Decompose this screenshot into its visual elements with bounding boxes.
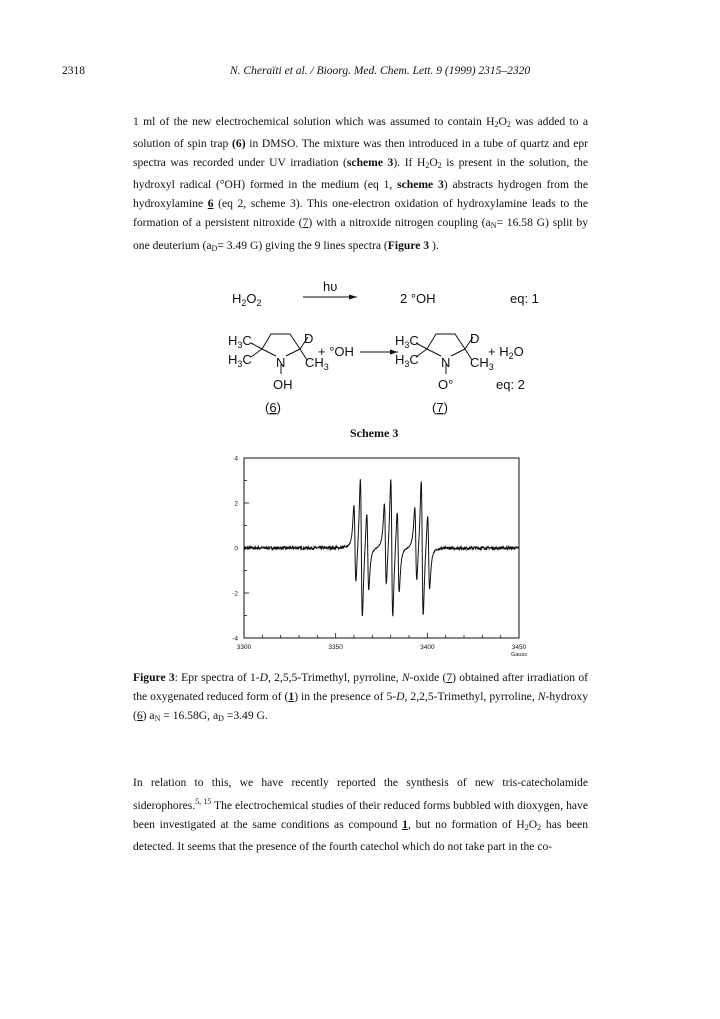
x-tick-label: 3300: [236, 644, 252, 651]
x-tick-label: 3350: [328, 644, 343, 651]
svg-text:H3C: $H_3C$: [228, 352, 252, 369]
oh-6: OH: [273, 377, 293, 392]
running-head: N. Cheraïti et al. / Bioorg. Med. Chem. Lett. 9 (1999) 2315–2320: [230, 65, 531, 77]
tick-labels: [232, 456, 527, 659]
eq1-label: eq: 1: [510, 291, 539, 306]
page-number: 2318: [62, 65, 85, 77]
paragraph-3: In relation to this, we have recently reported the synthesis of new tris-catecholamide siderophores.$^{5, 15}$ The electrochemical studies of their reduced forms bubbled with dioxygen, have been investigated at the same conditions as compound 1, but no formation of $H_2O_2$ has been detected. It seems that the presence of the fourth catechol which do not take part in the co-: [133, 776, 588, 854]
atom-d-6: D: [304, 331, 314, 346]
y-tick-label: 0: [234, 545, 238, 553]
y-tick-label: -4: [232, 635, 238, 643]
eq1-product: 2 °OH: [400, 291, 436, 306]
reaction-scheme: [0, 0, 720, 440]
svg-text:H3C: $H_3C$: [395, 352, 419, 369]
svg-text:H3C: $H_3C$: [228, 333, 252, 350]
atom-d-7: D: [470, 331, 480, 346]
eq1-reactant: $H_2O_2$: [232, 291, 262, 308]
x-axis-label: Gauss: [511, 652, 527, 658]
spectrum-line: [244, 479, 519, 616]
eq2-byproduct: + H: [488, 344, 509, 359]
ch3-7: CH: [470, 355, 489, 370]
scheme-title: Scheme 3: [350, 426, 399, 440]
svg-text:H3C: $H_3C$: [395, 333, 419, 350]
epr-spectrum-chart: [222, 452, 527, 662]
o-radical-7: O°: [438, 377, 454, 392]
svg-text:CH3: $CH_3$: [470, 355, 494, 372]
h3c-bottom-7: H: [395, 352, 405, 367]
h3c-bottom-6: H: [228, 352, 238, 367]
y-tick-label: -2: [232, 590, 238, 598]
eq2-label: eq: 2: [496, 377, 525, 392]
y-tick-label: 4: [234, 455, 238, 463]
ch3-6: CH: [305, 355, 324, 370]
eq2-reagent: + °OH: [318, 344, 354, 359]
y-tick-label: 2: [234, 500, 238, 508]
figure-caption: Figure 3: Epr spectra of 1-D, 2,5,5-Trimethyl, pyrroline, N-oxide (7) obtained after irradiation of the oxygenated reduced form of (1) in the presence of 5-D, 2,2,5-Trimethyl, pyrroline, N-hydroxy (6) $a_N = 16.58G$, $a_D =3.49$ G.: [133, 671, 588, 723]
paragraph-1: 1 ml of the new electrochemical solution which was assumed to contain $H_2O_2$ was added to a solution of spin trap (6) in DMSO. The mixture was then introduced in a tube of quartz and epr spectra was recorded under UV irradiation (scheme 3). If $H_2O_2$ is present in the solution, the hydroxyl radical (°OH) formed in the medium (eq 1, scheme 3) abstracts hydrogen from the hydroxylamine 6 (eq 2, scheme 3). This one-electron oxidation of hydroxylamine leads to the formation of a persistent nitroxide (7) with a nitroxide nitrogen coupling ($a_N= 16.58$ G) split by one deuterium ($a_D= 3.49$ G) giving the 9 lines spectra (Figure 3 ).: [133, 115, 588, 253]
h3c-top-7: H: [395, 333, 405, 348]
svg-text:+ H2O: + $H_2O$: [488, 344, 524, 361]
h3c-top-6: H: [228, 333, 238, 348]
x-tick-label: 3400: [420, 644, 435, 651]
eq1-arrowhead: [349, 295, 357, 300]
compound-7-label: (7): [432, 400, 448, 415]
compound-6-label: (6): [265, 400, 281, 415]
atom-n-6: N: [276, 355, 286, 370]
x-tick-label: 3450: [511, 644, 527, 651]
eq1-condition: hυ: [323, 279, 338, 294]
svg-text:CH3: $CH_3$: [305, 355, 329, 372]
atom-n-7: N: [441, 355, 451, 370]
